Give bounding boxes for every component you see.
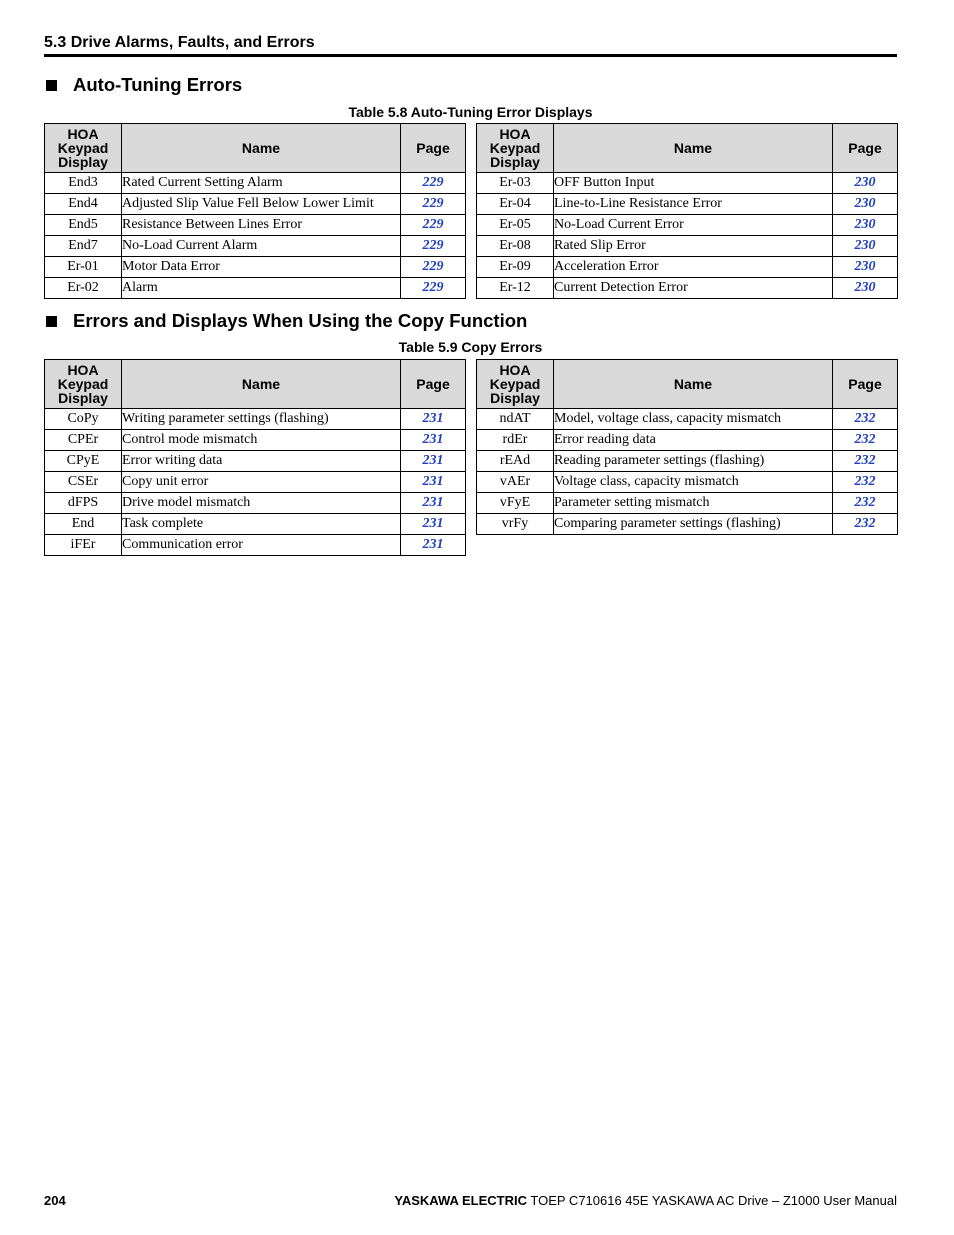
table-row bbox=[477, 409, 898, 430]
page-link[interactable]: 230 bbox=[833, 173, 898, 194]
error-name: Current Detection Error bbox=[554, 278, 833, 299]
keypad-display-code: Er-01 bbox=[45, 257, 122, 278]
keypad-display-code: dFPS bbox=[45, 493, 122, 514]
error-name: Task complete bbox=[122, 514, 401, 535]
table-header-row bbox=[45, 360, 466, 409]
keypad-display-code: Er-05 bbox=[477, 215, 554, 236]
copy-errors-table-left bbox=[44, 359, 466, 556]
page-link[interactable]: 232 bbox=[833, 409, 898, 430]
page-link[interactable]: 231 bbox=[401, 451, 466, 472]
table-row bbox=[477, 236, 898, 257]
table-row bbox=[477, 472, 898, 493]
page-link[interactable]: 231 bbox=[401, 535, 466, 556]
keypad-display-code: CPEr bbox=[45, 430, 122, 451]
keypad-display-code: vAEr bbox=[477, 472, 554, 493]
header-hoa-keypad-display-text: HOA Keypad Display bbox=[489, 126, 541, 170]
table-row bbox=[477, 278, 898, 299]
square-bullet-icon bbox=[46, 80, 57, 91]
keypad-display-code: End3 bbox=[45, 173, 122, 194]
table-row bbox=[477, 493, 898, 514]
table-row bbox=[45, 493, 466, 514]
error-name: No-Load Current Alarm bbox=[122, 236, 401, 257]
table-row bbox=[477, 514, 898, 535]
auto-tuning-table-right bbox=[476, 123, 898, 299]
copy-errors-table-right bbox=[476, 359, 898, 535]
error-name: Error reading data bbox=[554, 430, 833, 451]
header-name: Name bbox=[554, 124, 833, 173]
page-link[interactable]: 229 bbox=[401, 236, 466, 257]
page-link[interactable]: 230 bbox=[833, 236, 898, 257]
table-row bbox=[477, 194, 898, 215]
error-name: Voltage class, capacity mismatch bbox=[554, 472, 833, 493]
table-row bbox=[45, 236, 466, 257]
keypad-display-code: ndAT bbox=[477, 409, 554, 430]
error-name: Writing parameter settings (flashing) bbox=[122, 409, 401, 430]
page-link[interactable]: 230 bbox=[833, 215, 898, 236]
header-name: Name bbox=[122, 360, 401, 409]
table-row bbox=[477, 215, 898, 236]
page-link[interactable]: 230 bbox=[833, 278, 898, 299]
error-name: Motor Data Error bbox=[122, 257, 401, 278]
keypad-display-code: vFyE bbox=[477, 493, 554, 514]
error-name: Control mode mismatch bbox=[122, 430, 401, 451]
page-link[interactable]: 230 bbox=[833, 194, 898, 215]
header-hoa-keypad-display-text: HOA Keypad Display bbox=[489, 362, 541, 406]
table-row bbox=[45, 430, 466, 451]
keypad-display-code: Er-12 bbox=[477, 278, 554, 299]
header-page: Page bbox=[401, 360, 466, 409]
section-title-text: Auto-Tuning Errors bbox=[73, 74, 243, 95]
header-rule bbox=[44, 54, 897, 57]
error-name: Adjusted Slip Value Fell Below Lower Limit bbox=[122, 194, 401, 215]
error-name: Acceleration Error bbox=[554, 257, 833, 278]
error-name: Rated Slip Error bbox=[554, 236, 833, 257]
keypad-display-code: vrFy bbox=[477, 514, 554, 535]
keypad-display-code: CoPy bbox=[45, 409, 122, 430]
page-link[interactable]: 231 bbox=[401, 409, 466, 430]
table-row bbox=[45, 535, 466, 556]
header-hoa-keypad-display-text: HOA Keypad Display bbox=[57, 126, 109, 170]
page-link[interactable]: 232 bbox=[833, 514, 898, 535]
table-row bbox=[45, 194, 466, 215]
page-link[interactable]: 232 bbox=[833, 472, 898, 493]
section-title-auto-tuning bbox=[44, 74, 897, 96]
table-row bbox=[477, 257, 898, 278]
page-link[interactable]: 231 bbox=[401, 430, 466, 451]
table-row bbox=[45, 278, 466, 299]
error-name: Copy unit error bbox=[122, 472, 401, 493]
table-header-row bbox=[45, 124, 466, 173]
table-row bbox=[477, 451, 898, 472]
auto-tuning-table-left bbox=[44, 123, 466, 299]
keypad-display-code: Er-02 bbox=[45, 278, 122, 299]
keypad-display-code: End7 bbox=[45, 236, 122, 257]
table-row bbox=[45, 472, 466, 493]
table-row bbox=[477, 430, 898, 451]
error-name: Model, voltage class, capacity mismatch bbox=[554, 409, 833, 430]
error-name: Parameter setting mismatch bbox=[554, 493, 833, 514]
section-title-copy-function bbox=[44, 310, 897, 332]
page-link[interactable]: 231 bbox=[401, 493, 466, 514]
keypad-display-code: Er-08 bbox=[477, 236, 554, 257]
keypad-display-code: End bbox=[45, 514, 122, 535]
keypad-display-code: Er-03 bbox=[477, 173, 554, 194]
table-row bbox=[45, 514, 466, 535]
page-link[interactable]: 229 bbox=[401, 257, 466, 278]
footer-doc-title bbox=[394, 1193, 897, 1209]
header-name: Name bbox=[122, 124, 401, 173]
page-link[interactable]: 230 bbox=[833, 257, 898, 278]
header-page: Page bbox=[833, 124, 898, 173]
error-name: Rated Current Setting Alarm bbox=[122, 173, 401, 194]
error-name: Communication error bbox=[122, 535, 401, 556]
error-name: Drive model mismatch bbox=[122, 493, 401, 514]
error-name: Resistance Between Lines Error bbox=[122, 215, 401, 236]
square-bullet-icon bbox=[46, 316, 57, 327]
table-row bbox=[477, 173, 898, 194]
section-title-text: Errors and Displays When Using the Copy Function bbox=[73, 310, 528, 331]
page-link[interactable]: 232 bbox=[833, 430, 898, 451]
page-link[interactable]: 229 bbox=[401, 215, 466, 236]
error-name: Alarm bbox=[122, 278, 401, 299]
error-name: Error writing data bbox=[122, 451, 401, 472]
table-caption-5-9: Table 5.9 Copy Errors bbox=[398, 339, 543, 355]
page-number: 204 bbox=[44, 1193, 66, 1208]
error-name: Reading parameter settings (flashing) bbox=[554, 451, 833, 472]
header-page: Page bbox=[833, 360, 898, 409]
keypad-display-code: End4 bbox=[45, 194, 122, 215]
running-head: 5.3 Drive Alarms, Faults, and Errors bbox=[44, 34, 315, 51]
table-row bbox=[45, 451, 466, 472]
header-hoa-keypad-display bbox=[45, 360, 122, 409]
page-link[interactable]: 229 bbox=[401, 278, 466, 299]
header-hoa-keypad-display bbox=[477, 360, 554, 409]
page-link[interactable]: 232 bbox=[833, 451, 898, 472]
table-caption-5-8: Table 5.8 Auto-Tuning Error Displays bbox=[348, 104, 593, 120]
keypad-display-code: CPyE bbox=[45, 451, 122, 472]
error-name: Comparing parameter settings (flashing) bbox=[554, 514, 833, 535]
page-link[interactable]: 231 bbox=[401, 514, 466, 535]
keypad-display-code: rdEr bbox=[477, 430, 554, 451]
page-link[interactable]: 229 bbox=[401, 194, 466, 215]
header-name: Name bbox=[554, 360, 833, 409]
table-header-row bbox=[477, 360, 898, 409]
header-hoa-keypad-display bbox=[45, 124, 122, 173]
keypad-display-code: End5 bbox=[45, 215, 122, 236]
footer-brand: YASKAWA ELECTRIC bbox=[394, 1193, 528, 1208]
table-row bbox=[45, 409, 466, 430]
error-name: No-Load Current Error bbox=[554, 215, 833, 236]
keypad-display-code: CSEr bbox=[45, 472, 122, 493]
error-name: Line-to-Line Resistance Error bbox=[554, 194, 833, 215]
footer-doc: TOEP C710616 45E YASKAWA AC Drive – Z1000 User Manual bbox=[527, 1193, 897, 1208]
keypad-display-code: Er-09 bbox=[477, 257, 554, 278]
table-header-row bbox=[477, 124, 898, 173]
header-hoa-keypad-display bbox=[477, 124, 554, 173]
table-row bbox=[45, 257, 466, 278]
page-link[interactable]: 229 bbox=[401, 173, 466, 194]
keypad-display-code: Er-04 bbox=[477, 194, 554, 215]
header-hoa-keypad-display-text: HOA Keypad Display bbox=[57, 362, 109, 406]
error-name: OFF Button Input bbox=[554, 173, 833, 194]
page-link[interactable]: 232 bbox=[833, 493, 898, 514]
table-row bbox=[45, 173, 466, 194]
page-link[interactable]: 231 bbox=[401, 472, 466, 493]
header-page: Page bbox=[401, 124, 466, 173]
table-row bbox=[45, 215, 466, 236]
keypad-display-code: iFEr bbox=[45, 535, 122, 556]
keypad-display-code: rEAd bbox=[477, 451, 554, 472]
